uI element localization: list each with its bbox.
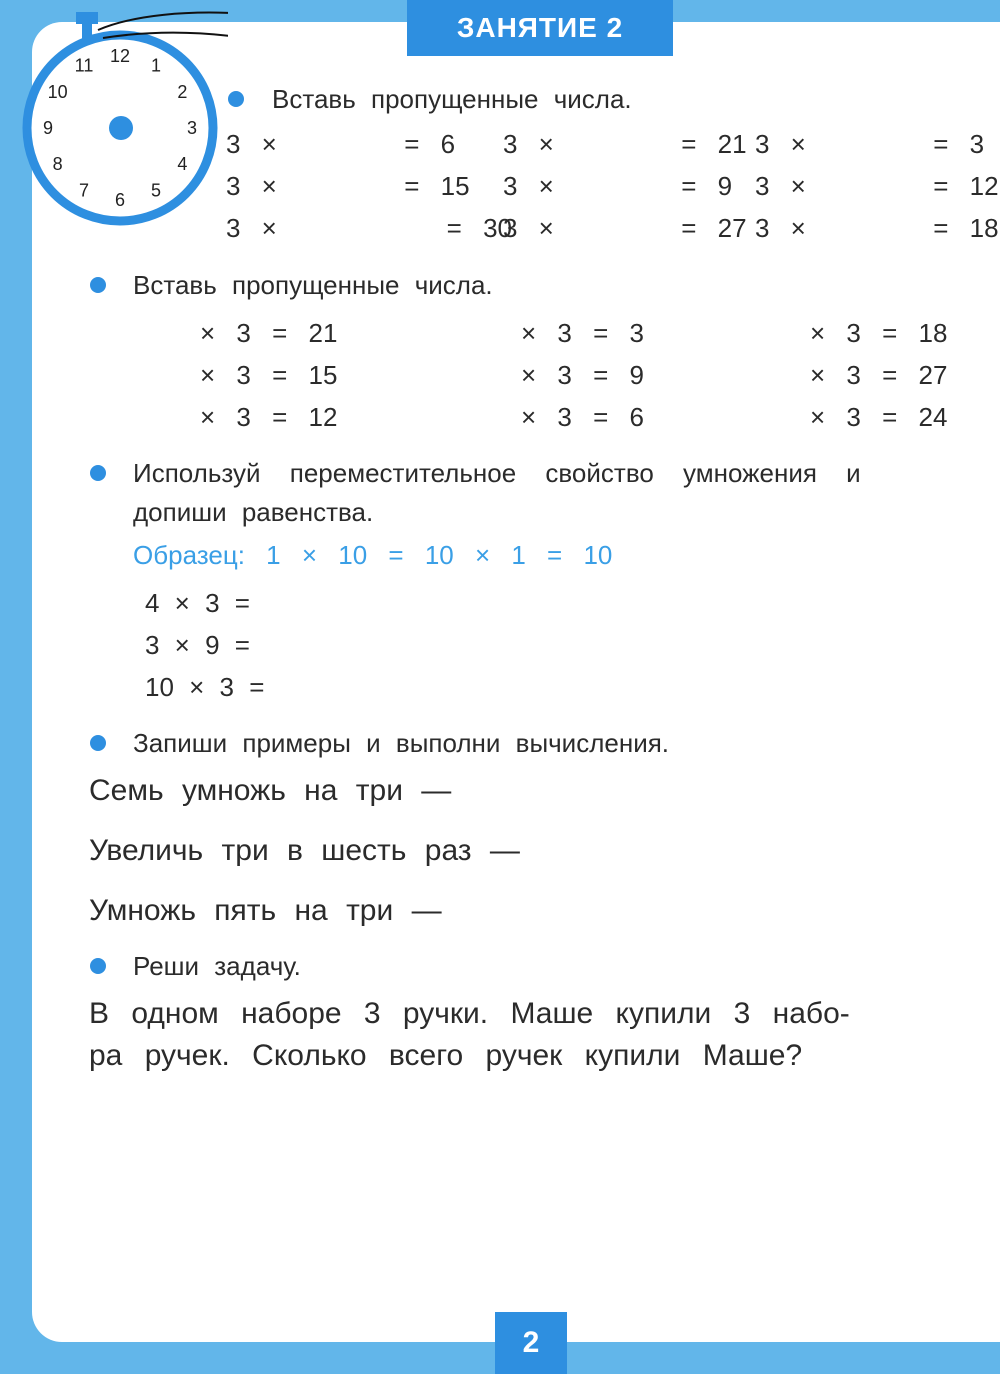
task3-instruction-cont: допиши равенства.: [133, 497, 374, 527]
clock-number: 2: [177, 82, 188, 102]
equation: 3 × = 21: [503, 129, 747, 159]
task1-instruction: Вставь пропущенные числа.: [272, 84, 632, 114]
clock-number: 9: [42, 118, 54, 138]
bullet-icon: [90, 465, 106, 481]
clock-number: 11: [74, 55, 94, 76]
clock-number: 12: [109, 46, 131, 66]
sample-equation: Образец: 1 × 10 = 10 × 1 = 10: [133, 540, 613, 570]
task2-instruction: Вставь пропущенные числа.: [133, 270, 493, 300]
equation: 3 × = 18: [755, 213, 999, 243]
equation: × 3 = 27: [810, 360, 948, 390]
equation: 3 × = 30: [226, 213, 512, 243]
problem-text: В одном наборе 3 ручки. Маше купили 3 набо-: [89, 997, 850, 1030]
word-problem-line: Семь умножь на три —: [89, 774, 452, 807]
clock-number: 4: [177, 154, 188, 174]
equation: × 3 = 9: [521, 360, 644, 390]
equation: × 3 = 21: [200, 318, 338, 348]
equation: × 3 = 18: [810, 318, 948, 348]
task4-instruction: Запиши примеры и выполни вычисления.: [133, 728, 670, 758]
task5-instruction: Реши задачу.: [133, 951, 301, 981]
clock-icon: [18, 10, 228, 235]
page-number: 2: [495, 1312, 567, 1374]
bullet-icon: [90, 735, 106, 751]
equation: × 3 = 24: [810, 402, 948, 432]
equation: × 3 = 3: [521, 318, 644, 348]
clock-number: 7: [78, 180, 90, 201]
equation: 3 × = 12: [755, 171, 999, 201]
equation: 4 × 3 =: [145, 588, 250, 618]
bullet-icon: [90, 277, 106, 293]
clock-number: 6: [114, 190, 126, 210]
clock-number: 3: [186, 118, 198, 138]
equation: × 3 = 12: [200, 402, 338, 432]
problem-text: ра ручек. Сколько всего ручек купили Маше?: [89, 1039, 803, 1072]
bullet-icon: [90, 958, 106, 974]
clock-number: 1: [150, 55, 162, 76]
equation: 3 × = 9: [503, 171, 733, 201]
lesson-tab: ЗАНЯТИЕ 2: [407, 0, 673, 56]
equation: 10 × 3 =: [145, 672, 265, 702]
equation: 3 × = 6: [226, 129, 456, 159]
clock-number: 5: [150, 180, 162, 201]
equation: × 3 = 6: [521, 402, 644, 432]
equation: 3 × 9 =: [145, 630, 250, 660]
task3-instruction: Используй переместительное свойство умножения и: [133, 458, 861, 488]
equation: 3 × = 27: [503, 213, 747, 243]
equation: 3 × = 15: [226, 171, 470, 201]
word-problem-line: Умножь пять на три —: [89, 894, 442, 927]
equation: 3 × = 3: [755, 129, 985, 159]
clock-number: 8: [52, 154, 63, 174]
clock-number: 10: [47, 82, 68, 102]
bullet-icon: [228, 91, 244, 107]
word-problem-line: Увеличь три в шесть раз —: [89, 834, 520, 867]
equation: × 3 = 15: [200, 360, 338, 390]
